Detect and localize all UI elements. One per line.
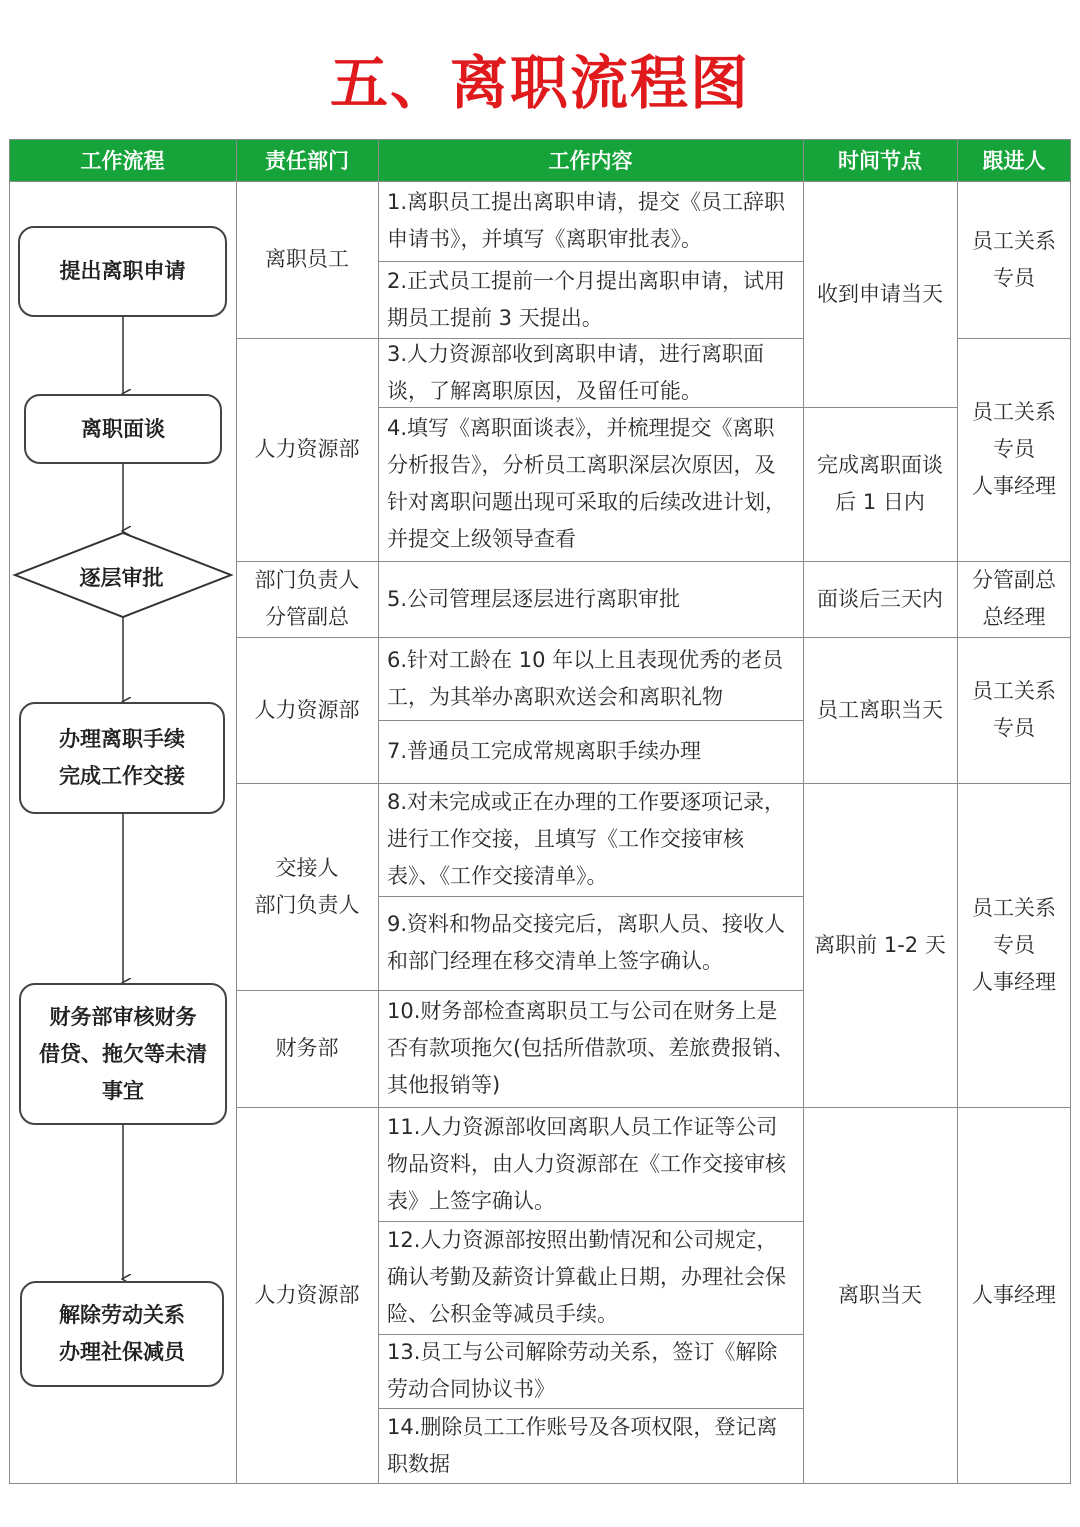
content-cell [387,1334,795,1408]
content-text: 3.人力资源部收到离职申请，进行离职面谈，了解离职原因，及留任可能。 [387,341,765,403]
content-text: 13.员工与公司解除劳动关系，签订《解除劳动合同协议书》 [387,1340,778,1401]
department-cell: 部门负责人 分管副总 [254,568,360,629]
content-cell [387,1221,795,1334]
department-cell: 人力资源部 [254,437,360,461]
content-cell [387,990,795,1107]
content-text: 9.资料和物品交接完后，离职人员、接收人和部门经理在移交清单上签字确认。 [387,912,786,973]
department-cell: 人力资源部 [254,1283,360,1307]
content-cell [387,181,795,261]
content-cell [387,261,795,338]
header-department: 责任部门 [236,139,378,181]
follower-cell: 员工关系 专员 [972,228,1056,290]
department-cell: 财务部 [275,1036,339,1060]
time-cell: 员工离职当天 [817,697,943,722]
content-cell [387,783,795,896]
col-divider [378,139,379,1484]
content-cell [387,561,795,637]
content-text: 2.正式员工提前一个月提出离职申请，试用期员工提前 3 天提出。 [387,268,786,330]
follower-cell: 员工关系 专员 人事经理 [972,400,1056,498]
content-cell [387,637,795,720]
header-workflow: 工作流程 [9,139,236,181]
department-cell: 离职员工 [265,247,349,271]
flow-step-terminate-contract: 解除劳动关系 办理社保减员 [20,1281,224,1387]
content-text: 4.填写《离职面谈表》，并梳理提交《离职分析报告》，分析员工离职深层次原因，及针对离职问题出现可采取的后续改进计划，并提交上级领导查看 [387,416,786,551]
follower-cell: 员工关系 专员 人事经理 [972,895,1056,994]
follower-cell: 员工关系 专员 [972,679,1056,740]
content-cell [387,407,795,561]
flow-step-approval: 逐层审批 [79,566,164,590]
header-follower: 跟进人 [957,139,1071,181]
content-text: 6.针对工龄在 10 年以上且表现优秀的老员工，为其举办离职欢送会和离职礼物 [387,647,784,709]
content-cell [387,1408,795,1484]
time-cell: 离职当天 [838,1283,922,1307]
content-cell [387,896,795,990]
content-text: 8.对未完成或正在办理的工作要逐项记录，进行工作交接，且填写《工作交接审核表》、《工作交接清单》。 [387,790,786,888]
time-cell: 面谈后三天内 [817,586,943,611]
content-text: 14.删除员工工作账号及各项权限，登记离职数据 [387,1415,778,1476]
header-time: 时间节点 [803,139,957,181]
time-cell: 离职前 1-2 天 [814,932,946,957]
time-cell: 完成离职面谈 后 1 日内 [817,453,943,514]
follower-cell: 人事经理 [972,1283,1056,1307]
time-cell: 收到申请当天 [817,281,943,306]
page-title: 五、离职流程图 [329,49,750,117]
flow-step-exit-interview: 离职面谈 [24,394,222,464]
content-text: 12.人力资源部按照出勤情况和公司规定，确认考勤及薪资计算截止日期，办理社会保险、公积金等减员手续。 [387,1228,786,1326]
content-text: 5.公司管理层逐层进行离职审批 [387,586,681,611]
flow-step-submit-resignation: 提出离职申请 [18,226,227,317]
content-text: 1.离职员工提出离职申请，提交《员工辞职申请书》，并填写《离职审批表》。 [387,190,786,251]
content-text: 10.财务部检查离职员工与公司在财务上是否有款项拖欠(包括所借款项、差旅费报销、其他报销等) [387,999,795,1097]
header-content: 工作内容 [378,139,803,181]
department-cell: 交接人 部门负责人 [254,855,360,917]
content-cell [387,1107,795,1221]
content-cell [387,338,795,407]
content-cell [387,720,795,783]
flow-step-handover: 办理离职手续 完成工作交接 [19,702,225,814]
department-cell: 人力资源部 [254,697,360,722]
flow-step-finance-review: 财务部审核财务 借贷、拖欠等未清 事宜 [19,983,227,1125]
content-text: 7.普通员工完成常规离职手续办理 [387,739,702,763]
content-text: 11.人力资源部收回离职人员工作证等公司物品资料，由人力资源部在《工作交接审核表》上签字确认。 [387,1114,786,1213]
follower-cell: 分管副总 总经理 [972,568,1056,629]
